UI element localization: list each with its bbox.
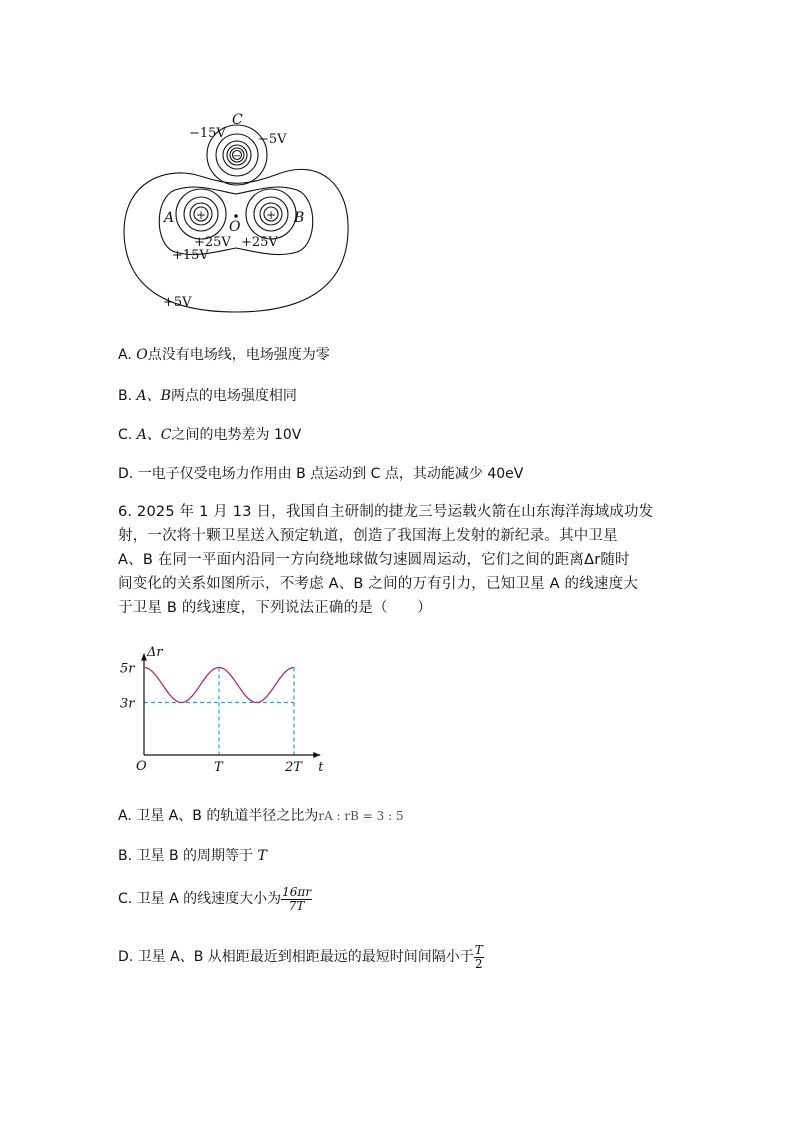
label-plus5v: +5V — [163, 295, 192, 310]
option-letter: B. — [118, 388, 137, 404]
xtick-label-t: T — [214, 760, 223, 775]
q6-stem-line: A、B 在同一平面内沿同一方向绕地球做匀速圆周运动，它们之间的距离Δr随时 — [118, 552, 630, 568]
x-axis-arrow — [313, 752, 320, 758]
option-math: T — [257, 848, 267, 864]
label-plus25v-a: +25V — [194, 235, 231, 250]
option-text: 点没有电场线，电场强度为零 — [147, 347, 330, 363]
option-math: A、B — [136, 388, 171, 404]
option-text: C. 卫星 A 的线速度大小为 — [118, 891, 282, 907]
option-letter: A. — [118, 347, 137, 363]
q6-stem-line: 6. 2025 年 1 月 13 日，我国自主研制的捷龙三号运载火箭在山东海洋海域成功发 — [118, 504, 654, 520]
q6-stem-line: 射，一次将十颗卫星送入预定轨道，创造了我国海上发射的新纪录。其中卫星 — [118, 528, 618, 544]
label-minus15v: −15V — [189, 126, 226, 141]
option-text: 一电子仅受电场力作用由 B 点运动到 C 点，其动能减少 40eV — [137, 466, 524, 482]
fraction-denominator: 2 — [474, 956, 483, 971]
label-o: O — [229, 219, 241, 235]
option-fraction — [474, 944, 484, 971]
q6-stem-line: 间变化的关系如图所示，不考虑 A、B 之间的万有引力，已知卫星 A 的线速度大 — [118, 576, 639, 592]
q6-option-c — [118, 884, 312, 914]
distance-time-chart — [118, 640, 338, 780]
q6-option-a — [118, 806, 404, 826]
equipotential-figure — [115, 100, 360, 315]
xlabel: t — [318, 760, 324, 775]
option-math: O — [136, 347, 148, 363]
option-text: 之间的电势差为 10V — [171, 427, 302, 443]
contour-5v — [124, 169, 348, 312]
label-plus15v: +15V — [172, 248, 209, 263]
option-math: A、C — [136, 427, 172, 443]
xtick-label-origin: O — [136, 759, 147, 774]
fraction-numerator: 16πr — [282, 884, 312, 899]
charge-b-sign: + — [265, 208, 277, 222]
fraction-numerator: T — [474, 942, 483, 957]
ytick-label-5r: 5r — [120, 661, 135, 677]
fraction-denominator: 7T — [288, 898, 305, 913]
label-c: C — [232, 112, 243, 128]
q6-option-b — [118, 846, 267, 866]
option-letter: C. — [118, 427, 137, 443]
label-minus5v: −5V — [258, 132, 287, 147]
q5-option-c — [118, 425, 301, 445]
option-text: 两点的电场强度相同 — [170, 388, 297, 404]
option-text: B. 卫星 B 的周期等于 — [118, 848, 254, 864]
option-text: D. 卫星 A、B 从相距最近到相距最远的最短时间间隔小于 — [118, 949, 474, 965]
option-letter: D. — [118, 466, 138, 482]
xtick-label-2t: 2T — [285, 760, 302, 775]
q5-option-b — [118, 386, 297, 406]
q5-option-d — [118, 464, 523, 484]
label-plus25v-b: +25V — [241, 235, 278, 250]
label-a: A — [164, 210, 175, 226]
ytick-label-3r: 3r — [120, 696, 135, 712]
point-o — [234, 214, 238, 218]
charge-a-sign: + — [195, 208, 207, 222]
option-text: A. 卫星 A、B 的轨道半径之比为 — [118, 808, 319, 824]
option-fraction — [281, 886, 312, 913]
q6-stem — [118, 500, 688, 620]
option-math: rA : rB = 3 : 5 — [318, 809, 404, 823]
q6-option-d — [118, 942, 484, 972]
q5-option-a — [118, 345, 330, 365]
q6-stem-line: 于卫星 B 的线速度，下列说法正确的是（ ） — [118, 600, 432, 616]
ylabel: Δr — [147, 645, 163, 660]
charge-c-sign: − — [232, 151, 242, 162]
label-b: B — [294, 210, 305, 226]
